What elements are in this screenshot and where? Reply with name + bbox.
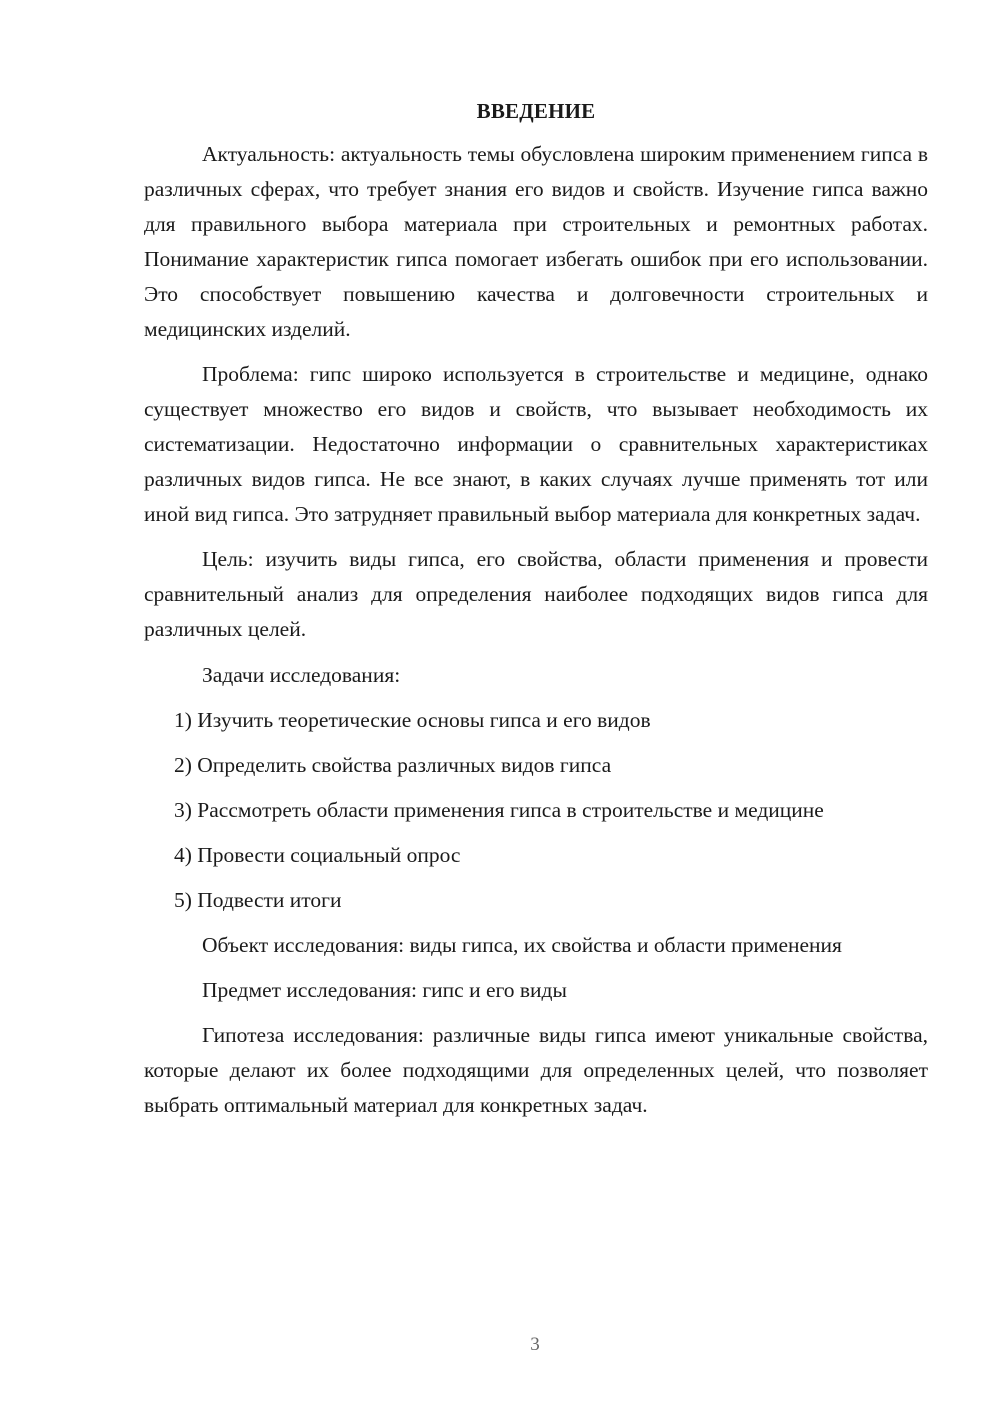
problem-paragraph: Проблема: гипс широко используется в строительстве и медицине, однако существует множество его видов и свойств, что вызывает необходимость их систематизации. Недостаточно информации о сравнительных характеристиках различных видов гипса. Не все знают, в каких случаях лучше применять тот или иной вид гипса. Это затрудняет правильный выбор материала для конкретных задач. [144, 362, 928, 526]
document-page [144, 94, 928, 1123]
subject-paragraph: Предмет исследования: гипс и его виды [202, 978, 567, 1002]
list-item: 3) Рассмотреть области применения гипса в строительстве и медицине [174, 798, 824, 822]
tasks-list [144, 703, 928, 918]
list-item: 2) Определить свойства различных видов гипса [174, 753, 612, 777]
object-paragraph: Объект исследования: виды гипса, их свойства и области применения [202, 933, 842, 957]
relevance-paragraph: Актуальность: актуальность темы обусловлена широким применением гипса в различных сферах, что требует знания его видов и свойств. Изучение гипса важно для правильного выбора материала при строительных и ремонтных работах. Понимание характеристик гипса помогает избегать ошибок при его использовании. Это способствует повышению качества и долговечности строительных и медицинских изделий. [144, 142, 928, 341]
tasks-title: Задачи исследования: [202, 663, 401, 687]
page-number: 3 [530, 1334, 540, 1355]
page-title: ВВЕДЕНИЕ [476, 99, 596, 123]
list-item: 4) Провести социальный опрос [174, 843, 461, 867]
goal-paragraph: Цель: изучить виды гипса, его свойства, области применения и провести сравнительный анализ для определения наиболее подходящих видов гипса для различных целей. [144, 547, 928, 641]
list-item: 1) Изучить теоретические основы гипса и его видов [174, 708, 651, 732]
hypothesis-paragraph: Гипотеза исследования: различные виды гипса имеют уникальные свойства, которые делают их более подходящими для определенных целей, что позволяет выбрать оптимальный материал для конкретных задач. [144, 1023, 928, 1117]
list-item: 5) Подвести итоги [174, 888, 342, 912]
